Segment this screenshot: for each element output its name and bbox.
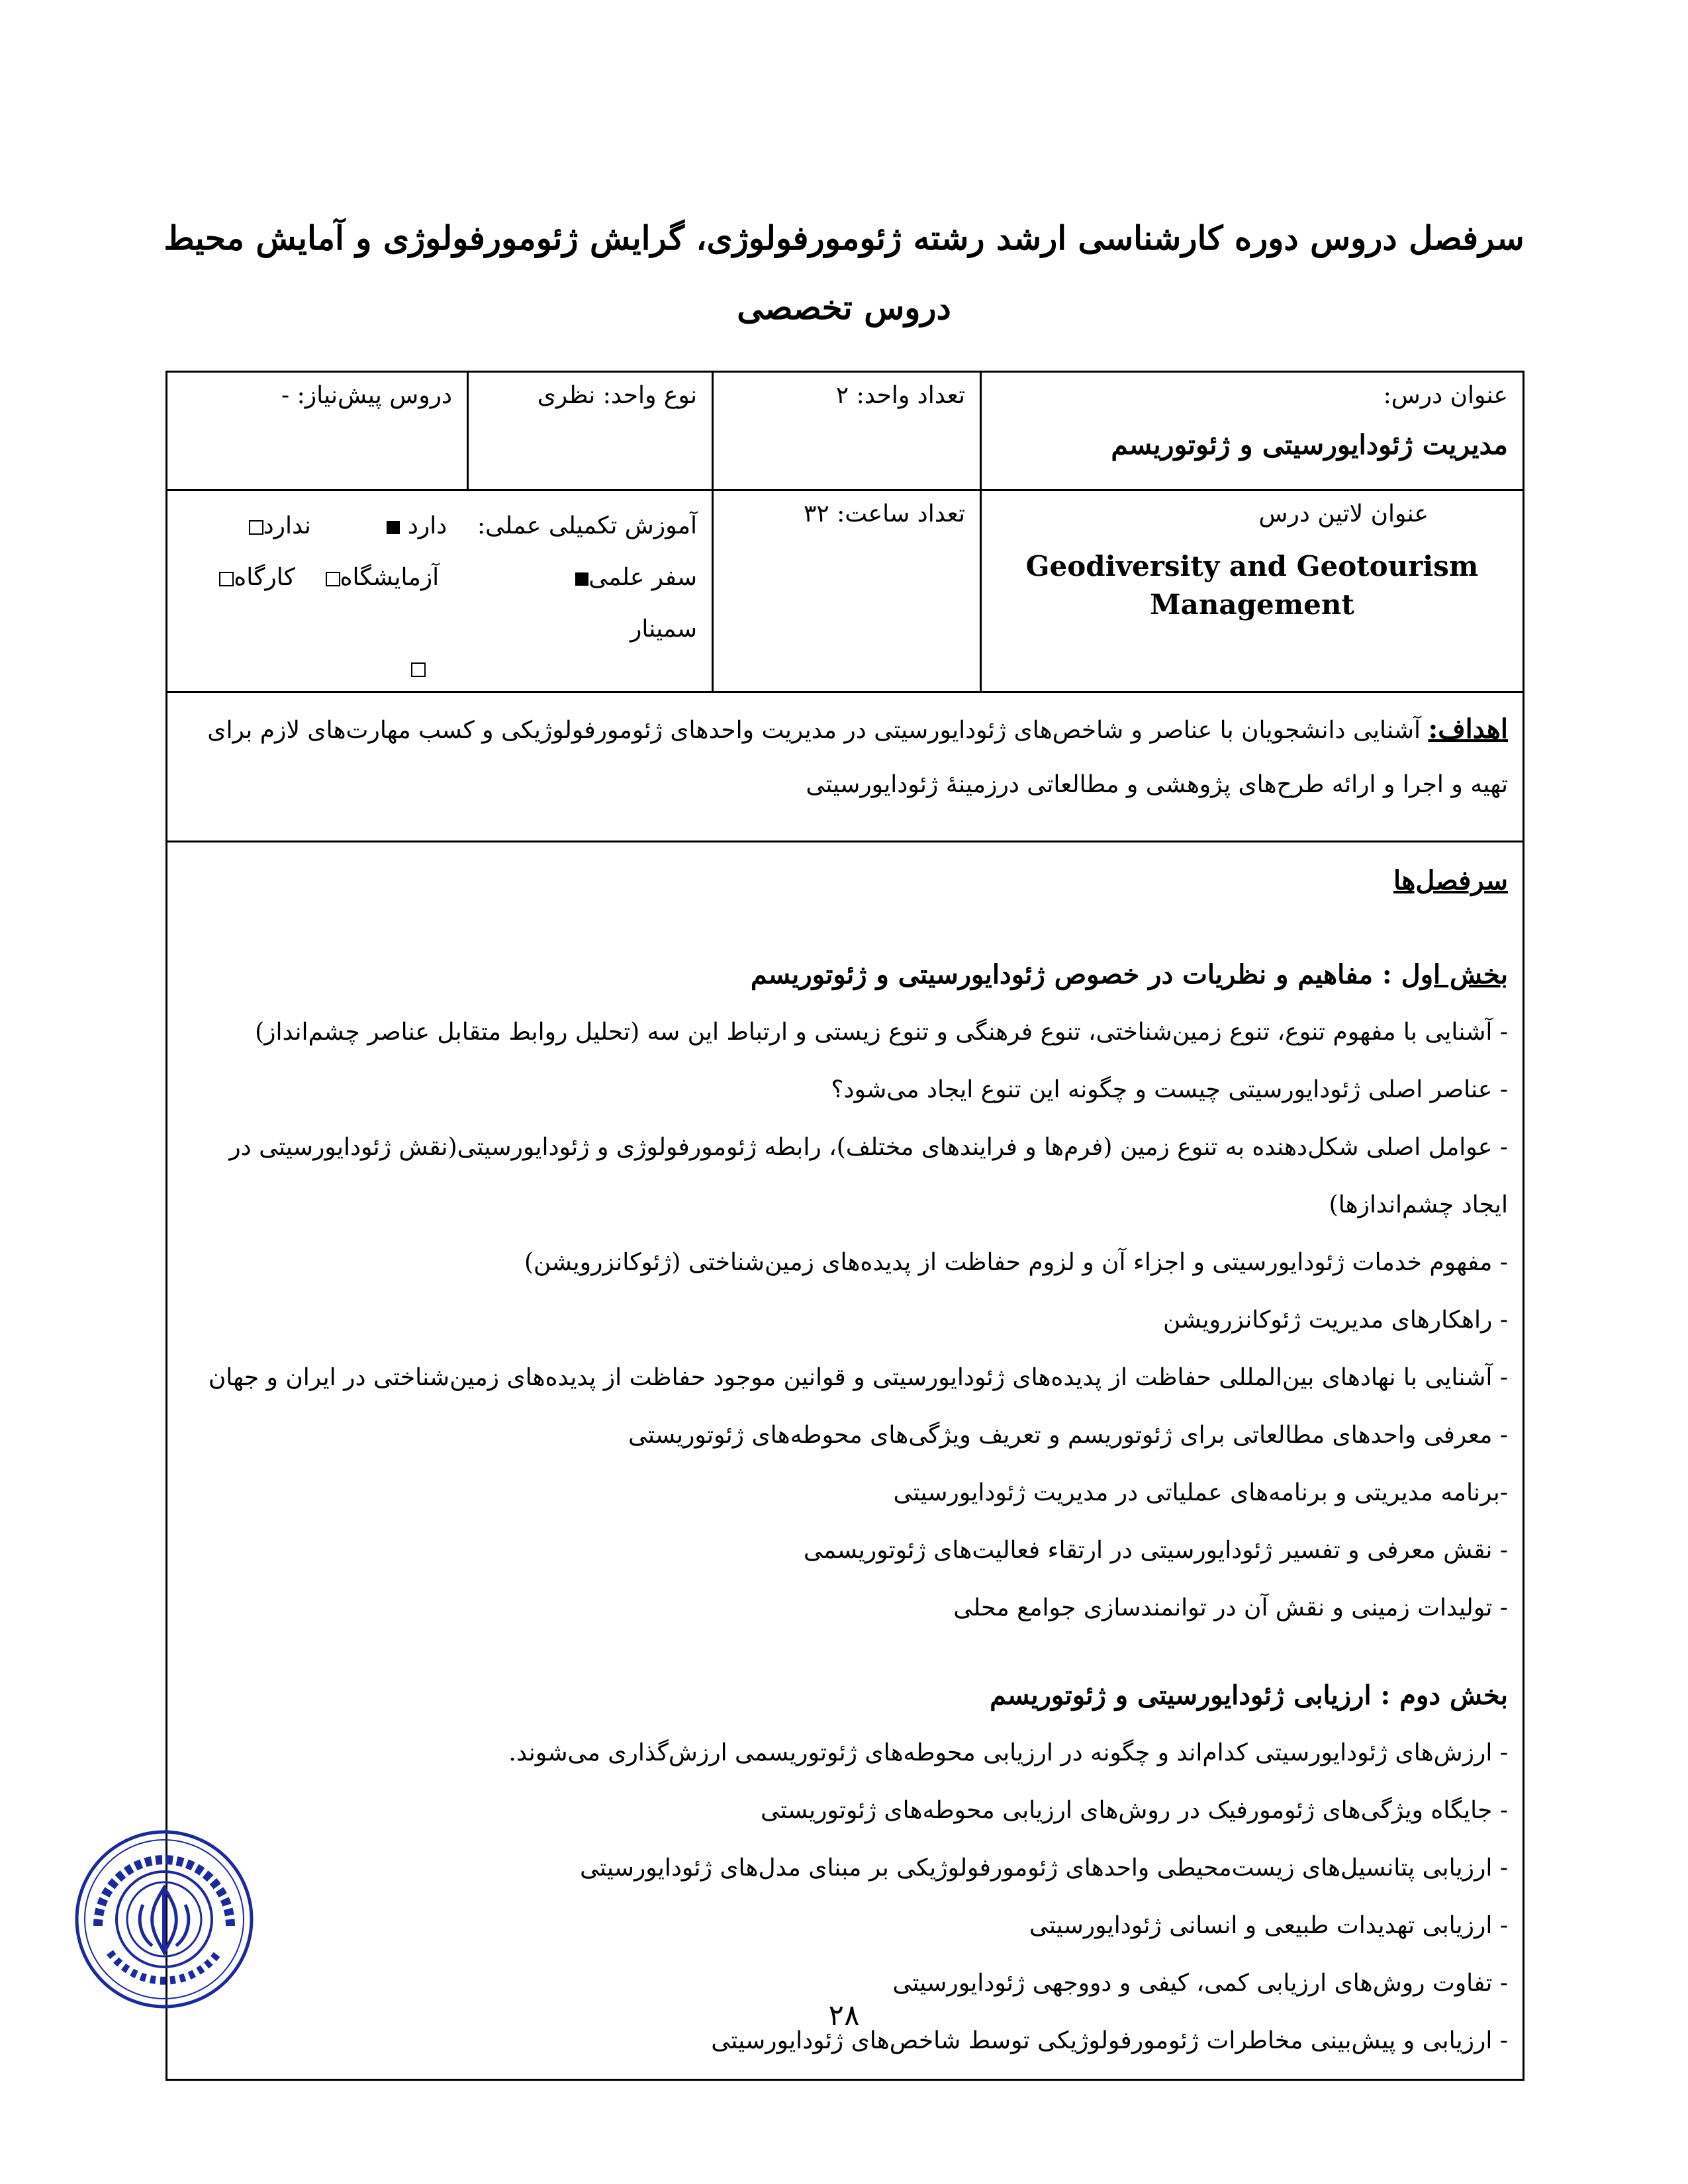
workshop-option: کارگاه — [234, 564, 295, 591]
part2-item: - تفاوت روش‌های ارزیابی کمی، کیفی و دووجهی ژئودایورسیتی — [892, 1970, 1508, 1997]
hours-label: تعداد ساعت: — [837, 500, 965, 527]
has-option: دارد — [407, 512, 447, 539]
hours-value: ۳۲ — [804, 500, 829, 527]
course-title-value: مدیریت ژئودایورسیتی و ژئوتوریسم — [1111, 429, 1508, 461]
practical-line — [182, 500, 697, 552]
part2-item: - ارزیابی تهدیدات طبیعی و انسانی ژئودایورسیتی — [1029, 1912, 1508, 1939]
unit-type-cell — [468, 372, 713, 490]
page-title: سرفصل دروس دوره کارشناسی ارشد رشته ژئومورفولوژی، گرایش ژئومورفولوژی و آمایش محیط — [164, 218, 1524, 257]
part1-item: - نقش معرفی و تفسیر ژئودایورسیتی در ارتقاء فعالیت‌های ژئوتوریسمی — [803, 1537, 1508, 1564]
part1-item: - آشنایی با نهادهای بین‌المللی حفاظت از پدیده‌های ژئودایورسیتی و قوانین موجود حفاظت از پدیده‌های زمین‌شناختی در ایران و جهان — [208, 1364, 1508, 1391]
latin-title-label: عنوان لاتین درس — [1258, 500, 1429, 527]
part1-item: - مفهوم خدمات ژئودایورسیتی و اجزاء آن و لزوم حفاظت از پدیده‌های زمین‌شناختی (ژئوکانزرویشن) — [524, 1249, 1508, 1276]
syllabus-cell — [167, 842, 1524, 2080]
has-not-option: ندارد — [263, 512, 311, 539]
hours-cell — [713, 490, 981, 692]
units-label: تعداد واحد: — [856, 382, 965, 409]
part2-item: - جایگاه ویژگی‌های ژئومورفیک در روش‌های ارزیابی محوطه‌های ژئوتوریستی — [760, 1797, 1508, 1824]
part1-item: - راهکارهای مدیریت ژئوکانزرویشن — [1163, 1306, 1508, 1334]
unit-type-value: نظری — [537, 382, 596, 409]
has-checked-icon[interactable] — [387, 521, 400, 534]
part1-heading — [182, 946, 1508, 1003]
part2-item: - ارزش‌های ژئودایورسیتی کدام‌اند و چگونه در ارزیابی محوطه‌های ژئوتوریسمی ارزش‌گذاری می‌شوند. — [508, 1739, 1508, 1766]
prereq-label: دروس پیش‌نیاز: — [297, 382, 452, 409]
practical-types-line — [182, 552, 697, 655]
seminar-checkbox-icon[interactable] — [411, 662, 426, 677]
latin-title-cell — [981, 490, 1524, 692]
part1-label: بخش اول — [1401, 959, 1508, 990]
field-trip-checked-icon[interactable] — [575, 572, 588, 586]
part1-item: - آشنایی با مفهوم تنوع، تنوع زمین‌شناختی، تنوع فرهنگی و تنوع زیستی و ارتباط این سه (تحلیل روابط متقابل عناصر چشم‌انداز) — [255, 1019, 1508, 1046]
part1-item: - تولیدات زمینی و نقش آن در توانمندسازی جوامع محلی — [953, 1594, 1508, 1621]
field-trip-option: سفر علمی — [588, 564, 697, 591]
part1-item: - معرفی واحدهای مطالعاتی برای ژئوتوریسم و تعریف ویژگی‌های محوطه‌های ژئوتوریستی — [628, 1422, 1508, 1449]
units-value: ۲ — [835, 382, 849, 409]
has-not-checkbox-icon[interactable] — [249, 520, 263, 535]
unit-type-label: نوع واحد: — [602, 382, 697, 409]
part1-item: - عناصر اصلی ژئودایورسیتی چیست و چگونه این تنوع ایجاد می‌شود؟ — [831, 1076, 1508, 1103]
course-title-cell — [981, 372, 1524, 490]
part1-item: - عوامل اصلی شکل‌دهنده به تنوع زمین (فرم‌ها و فرایندهای مختلف)، رابطه ژئومورفولوژی و ژئودایورسیتی(نقش ژئودایورسیتی در ایجاد چشم‌اندازها) — [229, 1134, 1508, 1218]
practical-label: آموزش تکمیلی عملی: — [477, 512, 697, 539]
workshop-checkbox-icon[interactable] — [219, 572, 234, 586]
part1-item: -برنامه مدیریتی و برنامه‌های عملیاتی در مدیریت ژئودایورسیتی — [893, 1479, 1508, 1506]
units-cell — [713, 372, 981, 490]
seminar-option: سمینار — [630, 615, 697, 643]
lab-checkbox-icon[interactable] — [326, 572, 340, 586]
prereq-value: - — [281, 382, 290, 409]
ministry-seal-icon — [71, 1827, 257, 2012]
page-subtitle: دروس تخصصی — [737, 288, 951, 327]
goals-text: آشنایی دانشجویان با عناصر و شاخص‌های ژئودایورسیتی در مدیریت واحدهای ژئومورفولوژیکی و کسب مهارت‌های لازم برای تهیه و اجرا و ارائه طرح‌های پژوهشی و مطالعاتی درزمینهٔ ژئودایورسیتی — [207, 717, 1508, 798]
goals-cell — [167, 692, 1524, 842]
latin-title-value: Geodiversity and Geotourism Management — [1025, 550, 1479, 621]
syllabus-heading: سرفصل‌ها — [1393, 865, 1508, 896]
page-number: ۲۸ — [828, 1999, 860, 2032]
part2-item: - ارزیابی و پیش‌بینی مخاطرات ژئومورفولوژیکی توسط شاخص‌های ژئودایورسیتی — [711, 2027, 1508, 2054]
prereq-cell — [167, 372, 468, 490]
course-title-label: عنوان درس: — [1383, 382, 1508, 409]
part1-title: : مفاهیم و نظریات در خصوص ژئودایورسیتی و ژئوتوریسم — [750, 959, 1392, 990]
part2-heading: بخش دوم : ارزیابی ژئودایورسیتی و ژئوتوریسم — [990, 1680, 1508, 1711]
part2-item: - ارزیابی پتانسیل‌های زیست‌محیطی واحدهای ژئومورفولوژیکی بر مبنای مدل‌های ژئودایورسیتی — [579, 1854, 1508, 1882]
lab-option: آزمایشگاه — [340, 564, 440, 591]
course-table — [165, 371, 1524, 2081]
goals-label: اهداف: — [1428, 713, 1508, 745]
practical-cell — [167, 490, 713, 692]
